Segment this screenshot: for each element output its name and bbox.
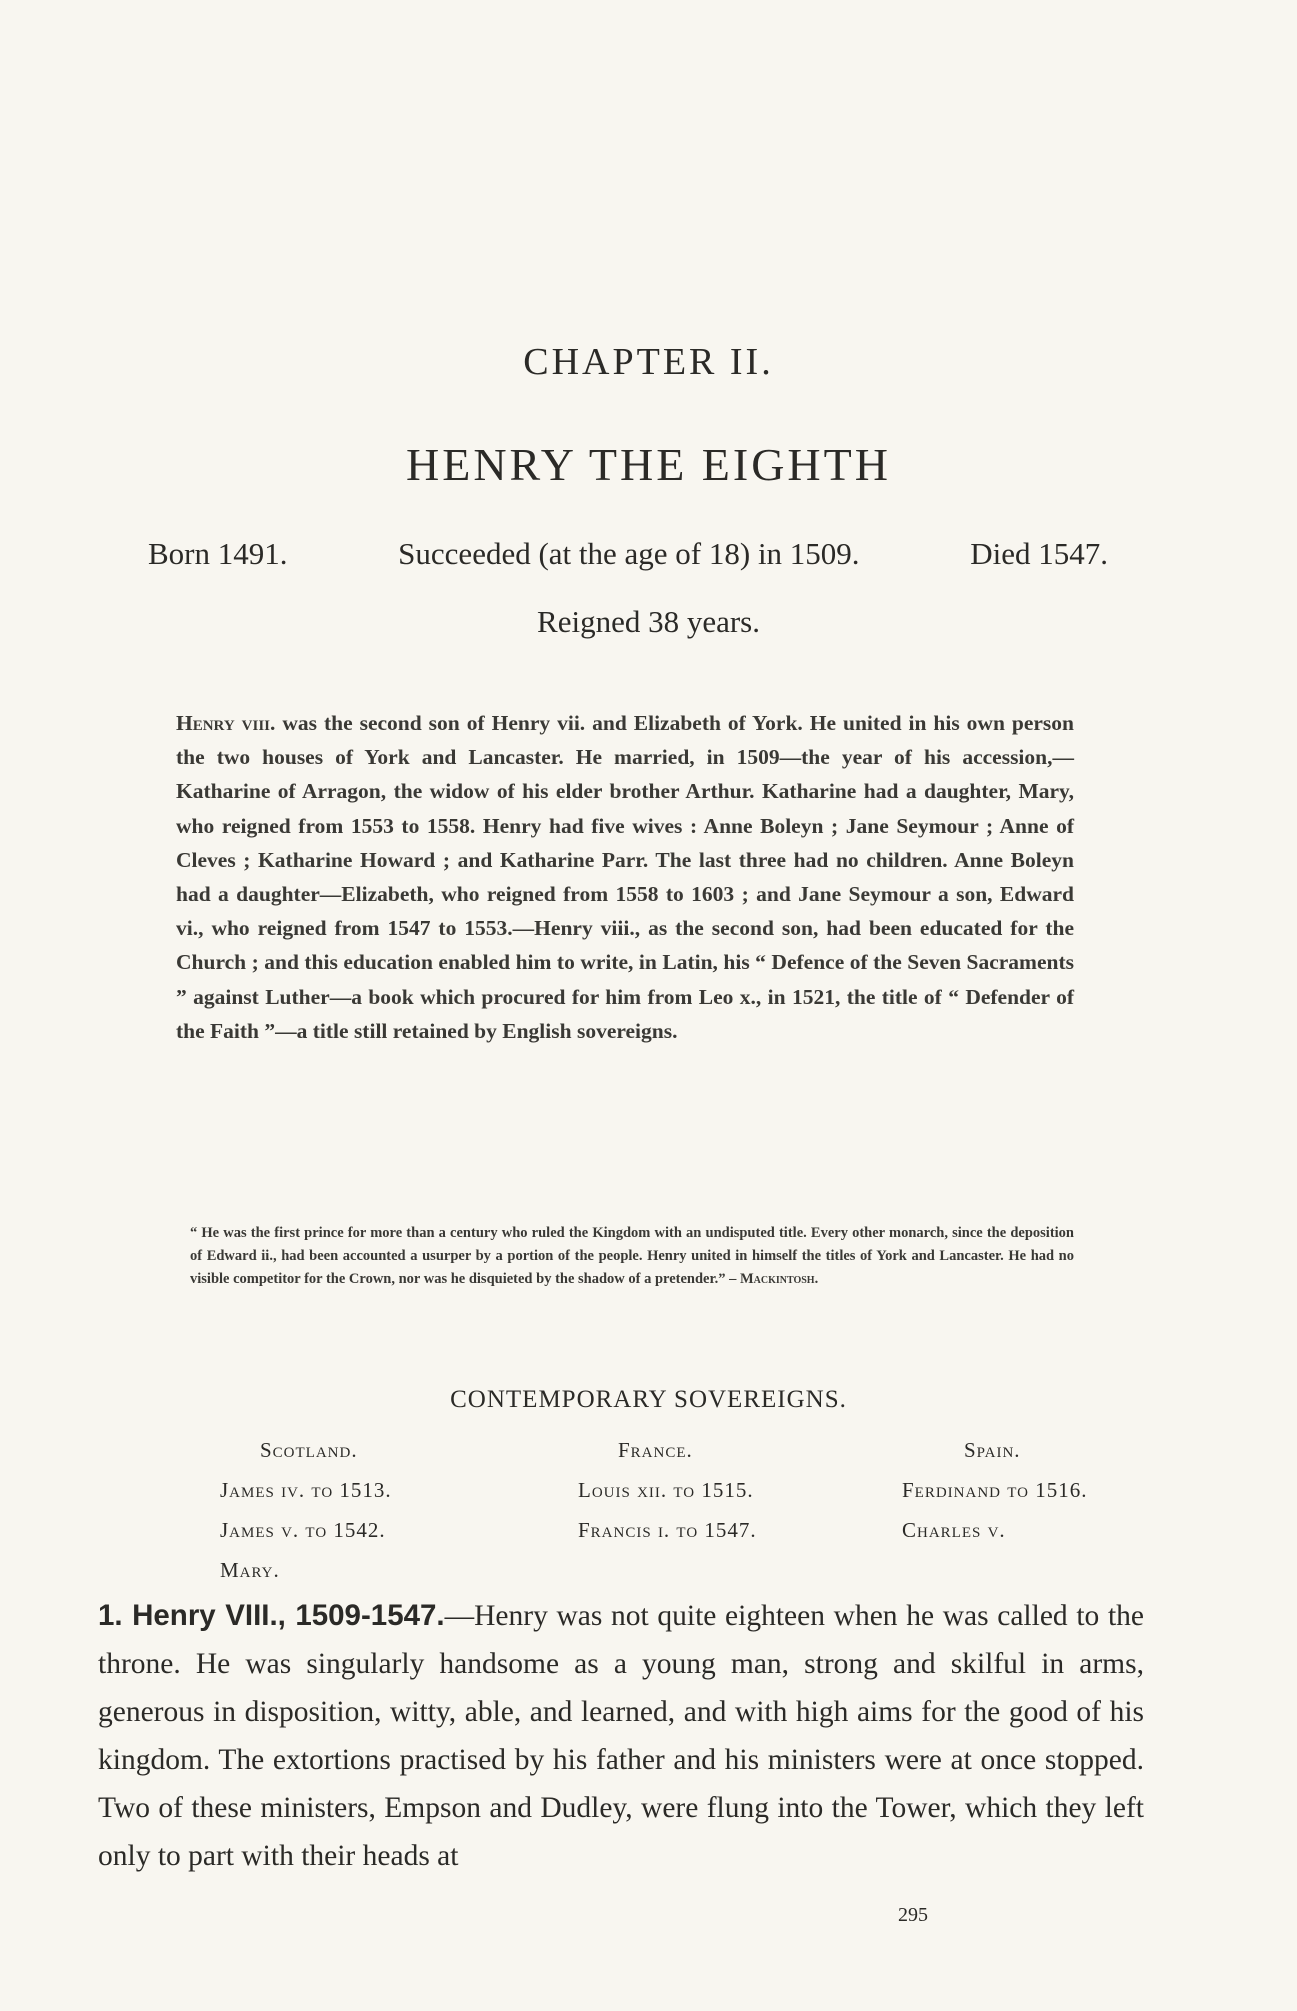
quote-author: Mackintosh.	[739, 1271, 819, 1287]
section-text: —Henry was not quite eighteen when he was called to the throne. He was singularly handsome as a young man, strong and skilful in arms, generous in disposition, witty, able, and learned, and with high aims for the good of his kingdom. The extortions practised by his father and his ministers were at once stopped. Two of these ministers, Empson and Dudley, were flung into the Tower, which they left only to part with their heads at	[98, 1600, 1144, 1872]
dates-line	[148, 536, 1108, 572]
spain-column	[902, 1430, 1087, 1550]
born-date: Born 1491.	[148, 536, 288, 571]
quote-text: “ He was the first prince for more than a century who ruled the Kingdom with an undisputed title. Every other monarch, since the deposition of Edward ii., had been accounted a usurper by a portion of the people. Henry united in himself the titles of York and Lancaster. He had no visible competitor for the Crown, nor was he disquieted by the shadow of a pretender.” –	[190, 1225, 1074, 1287]
intro-lead: Henry viii.	[176, 711, 276, 735]
scotland-column	[220, 1430, 392, 1590]
ruler-entry: Louis xii. to 1515.	[578, 1478, 754, 1502]
ruler-entry: James v. to 1542.	[220, 1518, 386, 1542]
country-france: France.	[618, 1438, 693, 1462]
chapter-heading: CHAPTER II.	[523, 341, 774, 383]
contemporary-sovereigns-heading: CONTEMPORARY SOVEREIGNS.	[450, 1386, 847, 1413]
ruler-entry: Mary.	[220, 1558, 280, 1582]
ruler-entry: Francis i. to 1547.	[578, 1518, 757, 1542]
quotation	[190, 1222, 1074, 1291]
section-paragraph	[98, 1592, 1144, 1880]
ruler-entry: Ferdinand to 1516.	[902, 1478, 1088, 1502]
ruler-entry: Charles v.	[902, 1518, 1006, 1542]
france-column	[578, 1430, 757, 1550]
reign-length: Reigned 38 years.	[537, 604, 760, 639]
died-date: Died 1547.	[970, 536, 1108, 571]
succeeded-date: Succeeded (at the age of 18) in 1509.	[398, 536, 860, 571]
ruler-entry: James iv. to 1513.	[220, 1478, 392, 1502]
country-scotland: Scotland.	[260, 1438, 358, 1462]
section-lead: 1. Henry VIII., 1509-1547.	[98, 1599, 445, 1632]
chapter-title: HENRY THE EIGHTH	[406, 439, 891, 490]
country-spain: Spain.	[964, 1438, 1021, 1462]
intro-paragraph	[176, 706, 1074, 1048]
intro-text: was the second son of Henry vii. and Elizabeth of York. He united in his own person the two houses of York and Lancaster. He married, in 1509—the year of his accession,—Katharine of Arragon, the widow of his elder brother Arthur. Katharine had a daughter, Mary, who reigned from 1553 to 1558. Henry had five wives : Anne Boleyn ; Jane Seymour ; Anne of Cleves ; Katharine Howard ; and Katharine Parr. The last three had no children. Anne Boleyn had a daughter—Elizabeth, who reigned from 1558 to 1603 ; and Jane Seymour a son, Edward vi., who reigned from 1547 to 1553.—Henry viii., as the second son, had been educated for the Church ; and this education enabled him to write, in Latin, his “ Defence of the Seven Sacraments ” against Luther—a book which procured for him from Leo x., in 1521, the title of “ Defender of the Faith ”—a title still retained by English sovereigns.	[176, 711, 1074, 1043]
page-number: 295	[898, 1904, 928, 1926]
